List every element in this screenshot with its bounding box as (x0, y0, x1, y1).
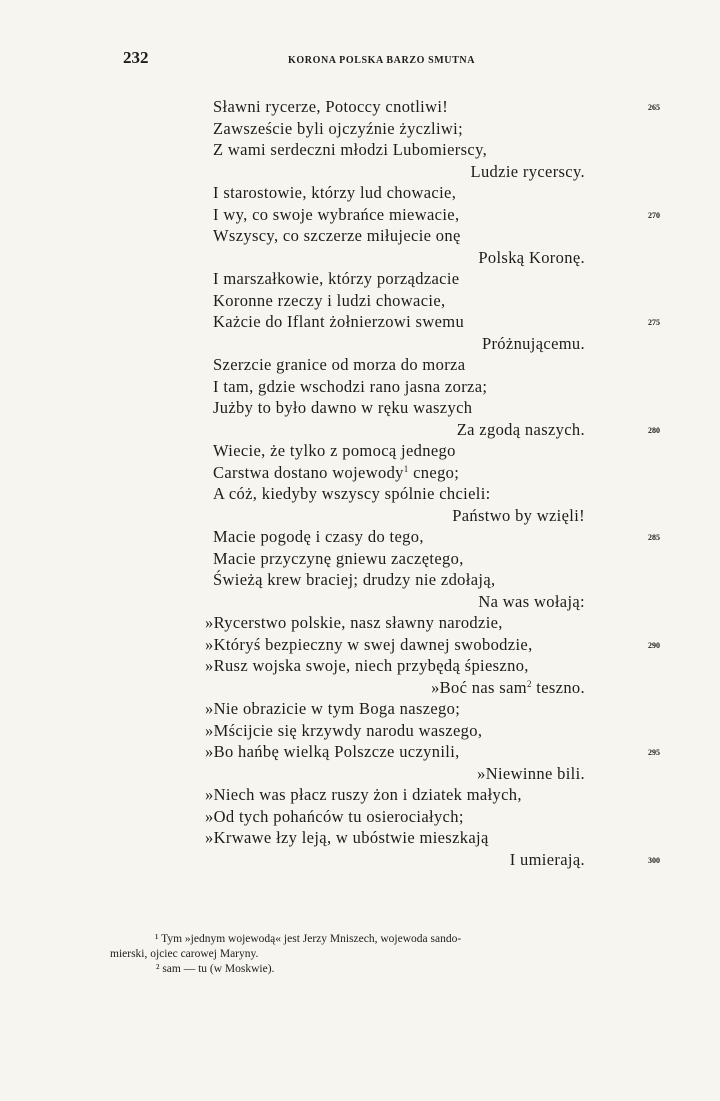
poem-line (0, 182, 720, 204)
line-number: 300 (648, 855, 660, 865)
poem-line-text: Z wami serdeczni młodzi Lubomierscy, (213, 140, 488, 159)
poem-line (0, 784, 720, 806)
footnote-1-line-2: mierski, ojciec carowej Maryny. (110, 948, 259, 960)
poem-line (0, 139, 720, 161)
line-number: 290 (648, 640, 660, 650)
footnote-1-line-1: ¹ Tym »jednym wojewodą« jest Jerzy Mniszech, wojewoda sando- (155, 933, 462, 945)
poem-line-text: Ludzie rycerscy. (470, 161, 585, 181)
poem-line-text: I marszałkowie, którzy porządzacie (213, 269, 460, 288)
footnote-marker: 1 (403, 463, 409, 474)
poem-line-text: Koronne rzeczy i ludzi chowacie, (213, 290, 446, 310)
poem-line-text: Sławni rycerze, Potoccy cnotliwi! (213, 97, 449, 116)
poem-line (0, 419, 720, 441)
poem-line (0, 741, 720, 763)
poem-line-text: Na was wołają: (478, 591, 585, 611)
poem-line (0, 548, 720, 570)
poem-line-text: »Mścijcie się krzywdy narodu waszego, (205, 720, 483, 740)
poem-line (0, 720, 720, 742)
poem-line (0, 591, 720, 613)
poem-line (0, 806, 720, 828)
poem-line (0, 505, 720, 527)
poem-line-text: Państwo by wzięli! (452, 505, 585, 525)
poem-line (0, 483, 720, 505)
footnotes (110, 932, 670, 977)
poem-line (0, 376, 720, 398)
poem-line-text: »Od tych pohańców tu osierociałych; (205, 806, 464, 826)
footnote-marker: 2 (526, 678, 532, 689)
poem-line-text: Zawszeście byli ojczyźnie życzliwi; (213, 118, 464, 138)
line-number: 285 (648, 533, 660, 542)
poem-line-text: A cóż, kiedyby wszyscy spólnie chcieli: (213, 484, 491, 503)
poem-line-text: Jużby to było dawno w ręku waszych (213, 398, 473, 417)
poem-line (0, 763, 720, 785)
poem-line-text: »Boć nas sam$^2$ teszno. (431, 677, 585, 697)
poem-line-text: Carstwa dostano wojewody$^1$ cnego; (213, 462, 460, 482)
poem-line (0, 849, 720, 871)
page-number: 232 (123, 48, 149, 67)
poem-line (0, 526, 720, 548)
poem-line (0, 397, 720, 419)
poem-line (0, 290, 720, 312)
running-title: KORONA POLSKA BARZO SMUTNA (288, 55, 476, 66)
poem-line (0, 827, 720, 849)
poem-line-text: »Bo hańbę wielką Polszcze uczynili, (205, 742, 460, 761)
poem-line (0, 268, 720, 290)
poem-line-text: »Krwawe łzy leją, w ubóstwie mieszkają (205, 828, 489, 847)
poem-line (0, 204, 720, 226)
poem-line-text: »Nie obrazicie w tym Boga naszego; (205, 699, 461, 718)
poem-line (0, 698, 720, 720)
poem-line-text: I wy, co swoje wybrańce miewacie, (213, 204, 460, 224)
poem-line-text: I tam, gdzie wschodzi rano jasna zorza; (213, 376, 488, 396)
poem-line (0, 333, 720, 355)
poem-line (0, 118, 720, 140)
poem-line (0, 569, 720, 591)
poem-line-text: »Niewinne bili. (477, 763, 585, 783)
poem-line (0, 311, 720, 333)
poem-line-text: »Któryś bezpieczny w swej dawnej swobodzie, (205, 634, 533, 654)
poem-line-text: I starostowie, którzy lud chowacie, (213, 183, 457, 202)
line-number: 295 (648, 748, 660, 757)
poem-line-text: Każcie do Iflant żołnierzowi swemu (213, 312, 465, 331)
poem-line-text: Polską Koronę. (478, 247, 585, 267)
poem-line (0, 440, 720, 462)
poem-line-text: Macie pogodę i czasy do tego, (213, 527, 424, 546)
poem-line (0, 225, 720, 247)
line-number: 270 (648, 210, 660, 220)
poem-line (0, 634, 720, 656)
poem-line (0, 462, 720, 484)
footnote-2: ² sam — tu (w Moskwie). (156, 963, 275, 975)
poem (0, 96, 720, 870)
line-number: 280 (648, 425, 660, 435)
poem-line-text: »Rusz wojska swoje, niech przybędą śpieszno, (205, 656, 529, 675)
poem-line-text: Świeżą krew braciej; drudzy nie zdołają, (213, 570, 496, 589)
poem-line-text: Próżnującemu. (481, 333, 585, 353)
poem-line (0, 247, 720, 269)
poem-line-text: Za zgodą naszych. (456, 419, 585, 439)
poem-line-text: Wszyscy, co szczerze miłujecie onę (213, 226, 461, 245)
poem-line-text: Wiecie, że tylko z pomocą jednego (213, 441, 456, 460)
line-number: 275 (648, 318, 660, 327)
poem-line-text: Szerzcie granice od morza do morza (213, 355, 466, 374)
poem-line-text: I umierają. (509, 849, 585, 869)
poem-line-text: »Rycerstwo polskie, nasz sławny narodzie, (205, 613, 503, 632)
line-number: 265 (648, 103, 660, 112)
poem-line (0, 677, 720, 699)
poem-line (0, 161, 720, 183)
poem-line-text: »Niech was płacz ruszy żon i dziatek małych, (205, 785, 522, 804)
poem-line (0, 612, 720, 634)
poem-line (0, 655, 720, 677)
poem-line (0, 96, 720, 118)
poem-line-text: Macie przyczynę gniewu zaczętego, (213, 548, 464, 568)
poem-line (0, 354, 720, 376)
